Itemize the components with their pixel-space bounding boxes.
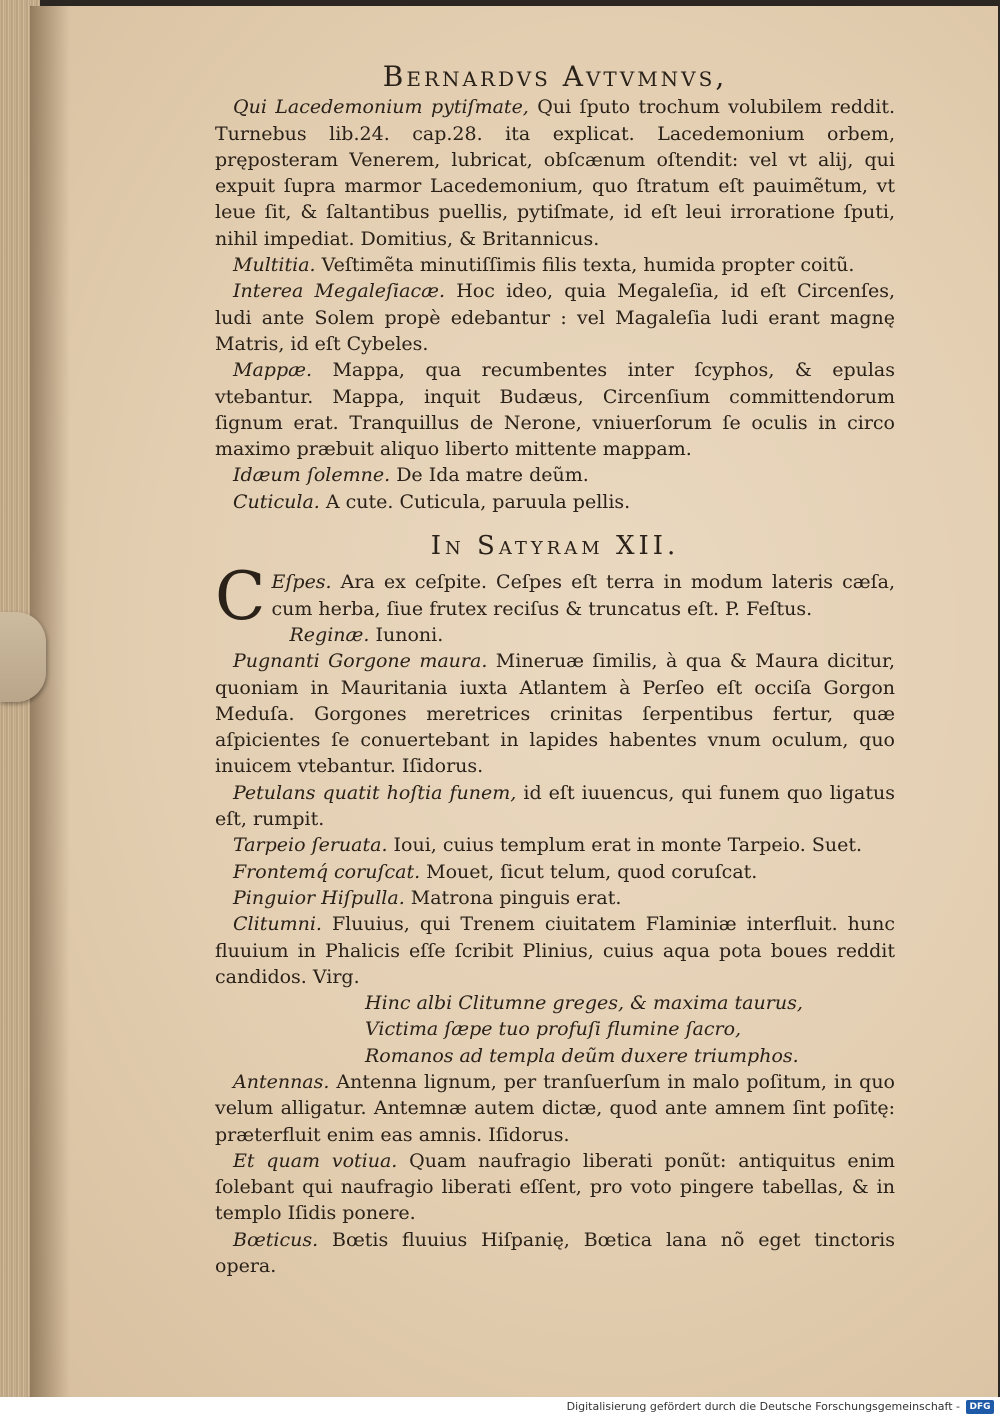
gloss: Qui ſputo trochum volubilem reddit. Turnebus lib.24. cap.28. ita explicat. Lacedemonium orbem, pręposteram Venerem, lubricat, obſcænum oſtendit: vel vt alij, qui expuit ſupra marmor Lacedemonium, quo ſtratum eſt pauimẽtum, vt leue ſit, & ſaltantibus puellis, pytiſmate, id eſt leui irroratione ſputi, nihil impediat. Domitius, & Britannicus.: [215, 96, 895, 250]
lemma: Antennas.: [233, 1070, 330, 1093]
gloss: Mouet, ſicut telum, quod coruſcat.: [420, 860, 758, 883]
commentary-paragraph: [215, 780, 895, 833]
section-heading: In Satyram XII.: [430, 531, 680, 562]
lemma: Qui Lacedemonium pytiſmate,: [233, 96, 529, 119]
section-top: [215, 94, 895, 515]
commentary-paragraph: [215, 911, 895, 990]
lemma: Bœticus.: [233, 1228, 319, 1251]
lemma: Tarpeio ſeruata.: [233, 834, 388, 857]
gloss: id eſt iuuencus, qui funem quo ligatus eſt, rumpit.: [215, 781, 896, 831]
lemma: Multitia.: [233, 254, 316, 277]
commentary-paragraph: [215, 462, 895, 488]
gloss: Quam naufragio liberati ponũt: antiquitus enim ſolebant qui naufragio liberati eſſent, pro voto pingere tabellas, & in templo Iſidis ponere.: [215, 1149, 895, 1225]
commentary-paragraph: [215, 859, 895, 885]
gloss: Ioui, cuius templum erat in monte Tarpeio. Suet.: [387, 834, 863, 857]
lemma: Pinguior Hiſpulla.: [233, 886, 405, 909]
gloss: Antenna lignum, per tranſuerſum in malo poſitum, in quo velum alligatur. Antemnæ autem dictæ, quod ante amnem ſint poſitę: præterfluit enim eas amnis. Iſidorus.: [215, 1070, 895, 1146]
drop-cap: C: [215, 558, 266, 636]
commentary-paragraph: [215, 648, 895, 779]
gloss: Iunoni.: [369, 623, 444, 646]
commentary-paragraph: [215, 278, 895, 357]
commentary-paragraph: [215, 832, 895, 858]
gloss: Fluuius, qui Trenem ciuitatem Flaminiæ interfluit. hunc fluuium in Phalicis eſſe ſcribit Plinius, cuius aqua pota boues reddit candidos. Virg.: [215, 913, 895, 988]
gloss: A cute. Cuticula, paruula pellis.: [319, 490, 631, 513]
gloss: Mineruæ ſimilis, à qua & Maura dicitur, quoniam in Mauritania iuxta Atlantem à Perſeo eſt occiſa Gorgon Meduſa. Gorgones meretrices crinitas ſerpentibus fertur, quæ aſpicientes ſe conuertebant in lapides habentes vnum oculum, quo inuicem vtebantur. Iſidorus.: [215, 650, 895, 778]
gloss: Bœtis fluuius Hiſpanię, Bœtica lana nõ eget tinctoris opera.: [215, 1228, 895, 1278]
lemma: Idæum ſolemne.: [233, 464, 391, 487]
lemma: Pugnanti Gorgone maura.: [233, 650, 488, 673]
lemma: Clitumni.: [233, 913, 322, 936]
lemma: Et quam votiua.: [233, 1149, 398, 1172]
lemma: Cuticula.: [233, 490, 320, 513]
gloss: Ara ex ceſpite. Ceſpes eſt terra in modum lateris cæſa, cum herba, ſiue frutex reciſus & truncatus eſt. P. Feſtus.: [271, 571, 895, 620]
running-header: Bernardvs Avtvmnvs,: [382, 60, 728, 93]
verse-line: Victima ſæpe tuo profuſi flumine ſacro,: [365, 1018, 742, 1041]
commentary-paragraph: [215, 357, 895, 462]
gloss: De Ida matre deũm.: [390, 464, 589, 487]
commentary-paragraph: [215, 885, 895, 911]
lemma: Mappæ.: [233, 359, 313, 382]
dfg-logo-icon: DFG: [966, 1400, 994, 1414]
commentary-paragraph: [215, 1227, 895, 1280]
commentary-paragraph: [215, 252, 895, 278]
footer-credit: Digitalisierung gefördert durch die Deutsche Forschungsgemeinschaft -: [566, 1400, 960, 1413]
gloss: Hoc ideo, quia Megaleſia, id eſt Circenſes, ludi ante Solem propè edebantur : vel Magaleſia ludi erant magnę Matris, id eſt Cybeles.: [215, 280, 895, 355]
book-clasp: [0, 612, 46, 702]
lemma: Frontemq́ coruſcat.: [233, 860, 421, 883]
gloss: Mappa, qua recumbentes inter ſcyphos, & epulas vtebantur. Mappa, inquit Budæus, Circenſium committendorum ſignum erat. Tranquillus de Nerone, vniuerſorum ſe oculis in circo maximo præbuit aliquo liberto mittente mappam.: [215, 359, 895, 461]
gloss: Veſtimẽta minutiſſimis filis texta, humida propter coitũ.: [315, 254, 855, 277]
commentary-paragraph: [215, 489, 895, 515]
gutter-shadow: [30, 6, 70, 1397]
lemma: Eſpes.: [271, 571, 332, 594]
commentary-paragraph: [215, 1148, 895, 1227]
digitization-footer: [0, 1397, 1000, 1417]
section-bottom: [215, 558, 896, 1279]
lemma: Reginæ.: [289, 623, 370, 646]
commentary-paragraph: [215, 1069, 895, 1148]
page-text: [215, 60, 896, 1279]
lemma: Interea Megaleſiacæ.: [233, 280, 445, 303]
commentary-paragraph: [215, 622, 895, 648]
verse-line: Romanos ad templa deũm duxere triumphos.: [365, 1044, 799, 1067]
gloss: Matrona pinguis erat.: [404, 886, 622, 909]
commentary-paragraph: [215, 94, 895, 252]
verse-line: Hinc albi Clitumne greges, & maxima taurus,: [365, 992, 803, 1015]
lemma: Petulans quatit hoſtia funem,: [233, 781, 517, 804]
